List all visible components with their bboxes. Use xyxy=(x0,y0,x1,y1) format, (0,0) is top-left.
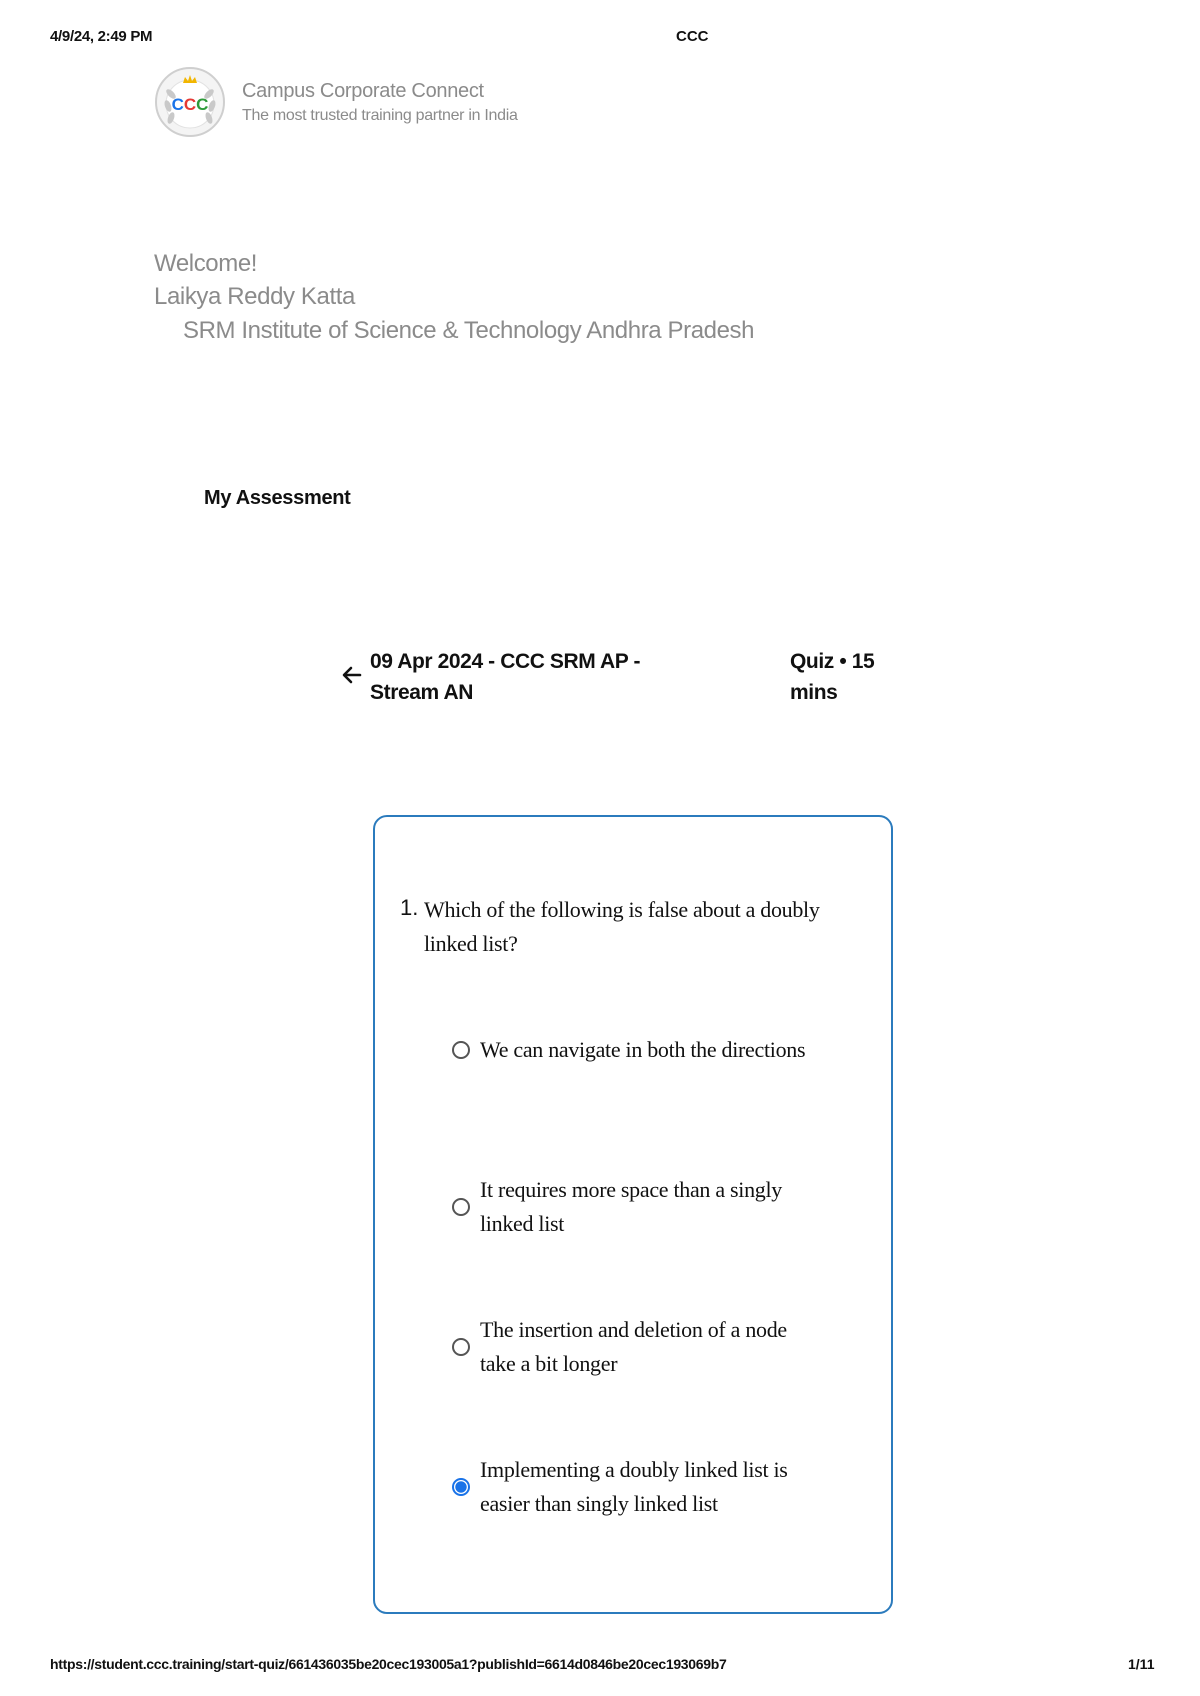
option-1[interactable] xyxy=(452,1033,832,1067)
ccc-logo xyxy=(154,66,226,138)
option-4[interactable] xyxy=(452,1453,832,1521)
option-2[interactable] xyxy=(452,1173,832,1241)
option-2-label: It requires more space than a singly linked list xyxy=(480,1177,782,1236)
option-1-radio[interactable] xyxy=(452,1041,470,1059)
logo-text: CCC xyxy=(171,95,209,114)
question-number: 1. xyxy=(400,895,419,920)
laurel-emblem-icon xyxy=(154,66,226,138)
print-page-title: CCC xyxy=(676,28,709,45)
back-button[interactable] xyxy=(338,662,366,688)
option-3-radio[interactable] xyxy=(452,1338,470,1356)
print-page-number: 1/11 xyxy=(1128,1656,1155,1672)
option-3-label: The insertion and deletion of a node take a bit longer xyxy=(480,1317,787,1376)
user-name: Laikya Reddy Katta xyxy=(154,283,355,310)
option-4-label: Implementing a doubly linked list is easier than singly linked list xyxy=(480,1457,788,1516)
option-4-radio[interactable] xyxy=(452,1478,470,1496)
quiz-meta: Quiz • 15 mins xyxy=(790,650,875,704)
welcome-greeting: Welcome! xyxy=(154,250,258,277)
option-2-radio[interactable] xyxy=(452,1198,470,1216)
option-3[interactable] xyxy=(452,1313,832,1381)
brand-name: Campus Corporate Connect xyxy=(242,80,484,102)
option-1-label: We can navigate in both the directions xyxy=(480,1037,806,1062)
arrow-left-icon xyxy=(342,666,362,684)
quiz-title: 09 Apr 2024 - CCC SRM AP - Stream AN xyxy=(370,650,641,704)
my-assessment-heading: My Assessment xyxy=(204,487,351,509)
question-text: Which of the following is false about a doubly linked list? xyxy=(424,897,820,956)
print-url: https://student.ccc.training/start-quiz/661436035be20cec193005a1?publishId=6614d0846be20cec193069b7 xyxy=(50,1656,727,1672)
print-datetime: 4/9/24, 2:49 PM xyxy=(50,28,153,45)
institute-name: SRM Institute of Science & Technology Andhra Pradesh xyxy=(183,317,755,344)
brand-tagline: The most trusted training partner in India xyxy=(242,107,518,124)
